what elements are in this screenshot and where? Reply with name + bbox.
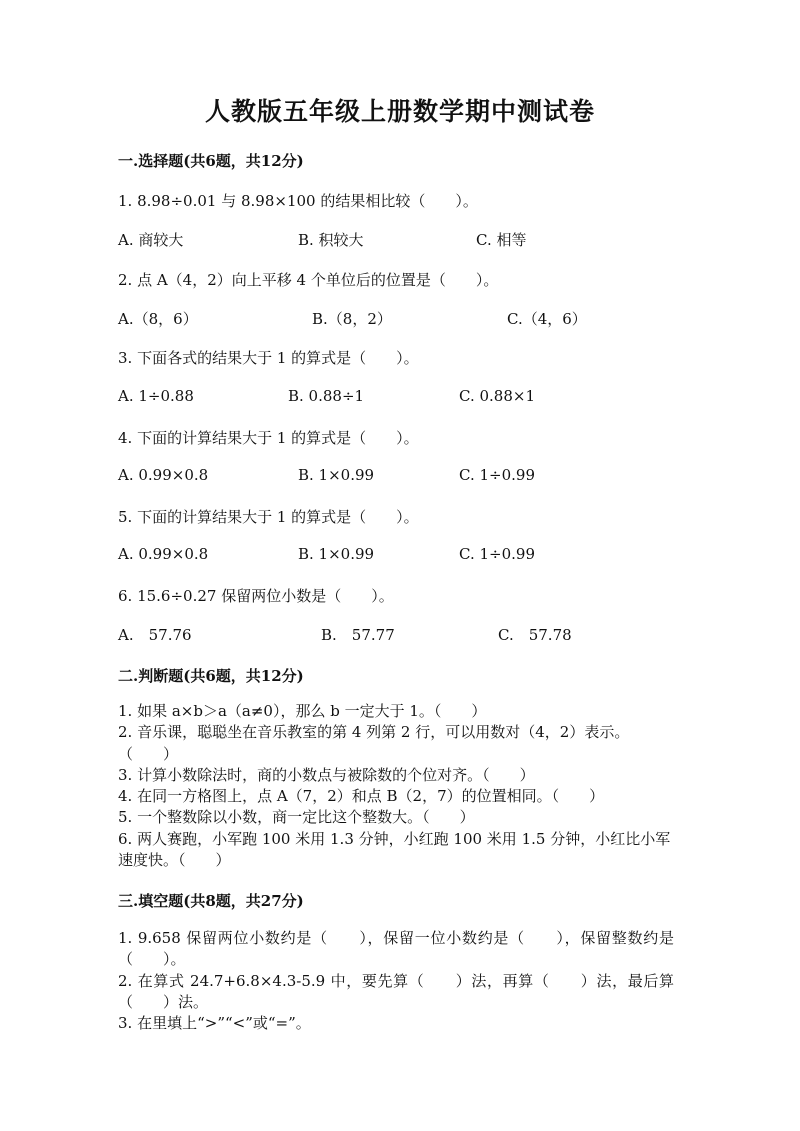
- option-b: B. 1×0.99: [298, 466, 375, 484]
- choice-options-5: [118, 545, 678, 567]
- exam-title: 人教版五年级上册数学期中测试卷: [204, 97, 595, 126]
- option-a: A. 0.99×0.8: [118, 466, 209, 484]
- fill-item-3: 3. 在里填上“>”“<”或“=”。: [118, 1014, 311, 1033]
- judgement-item-5: 5. 一个整数除以小数，商一定比这个整数大。（ ）: [118, 808, 475, 827]
- choice-question-4: 4. 下面的计算结果大于 1 的算式是（ ）。: [118, 429, 419, 447]
- section-heading-choice: 一.选择题(共6题，共12分): [118, 152, 304, 170]
- section-heading-judgement: 二.判断题(共6题，共12分): [118, 667, 304, 685]
- option-a: A. 0.99×0.8: [118, 545, 209, 563]
- option-c: C. 相等: [476, 231, 527, 249]
- option-a: A. 1÷0.88: [118, 387, 194, 405]
- option-a: A. 57.76: [118, 626, 192, 644]
- choice-question-6: 6. 15.6÷0.27 保留两位小数是（ ）。: [118, 587, 394, 605]
- option-b: B. 1×0.99: [298, 545, 375, 563]
- choice-options-6: [118, 624, 678, 646]
- judgement-item-1: 1. 如果 a×b＞a（a≠0），那么 b 一定大于 1。（ ）: [118, 702, 487, 720]
- option-a: A. 商较大: [118, 231, 184, 249]
- choice-options-3: [118, 387, 678, 409]
- section-heading-fill: 三.填空题(共8题，共27分): [118, 892, 304, 910]
- fill-list: [118, 928, 674, 1034]
- choice-question-3: 3. 下面各式的结果大于 1 的算式是（ ）。: [118, 349, 419, 367]
- choice-question-2: 2. 点 A（4，2）向上平移 4 个单位后的位置是（ ）。: [118, 271, 499, 289]
- choice-options-4: [118, 466, 678, 488]
- option-c: C.（4，6）: [507, 310, 587, 328]
- judgement-item-6: 6. 两人赛跑，小军跑 100 米用 1.3 分钟，小红跑 100 米用 1.5 分钟，小红比小军速度快。（ ）: [118, 829, 671, 870]
- option-b: B.（8，2）: [312, 310, 392, 328]
- option-b: B. 积较大: [298, 231, 364, 249]
- choice-question-1: 1. 8.98÷0.01 与 8.98×100 的结果相比较（ ）。: [118, 192, 478, 210]
- judgement-item-4: 4. 在同一方格图上，点 A（7，2）和点 B（2，7）的位置相同。（ ）: [118, 787, 605, 806]
- judgement-list: [118, 701, 674, 871]
- judgement-item-2: 2. 音乐课，聪聪坐在音乐教室的第 4 列第 2 行，可以用数对（4，2）表示。（ ）: [118, 723, 630, 763]
- choice-options-1: [118, 229, 678, 251]
- option-c: C. 1÷0.99: [459, 545, 535, 563]
- option-c: C. 57.78: [498, 626, 572, 644]
- option-c: C. 0.88×1: [459, 387, 535, 405]
- fill-item-2: 2. 在算式 24.7+6.8×4.3-5.9 中，要先算（ ）法，再算（ ）法，最后算（ ）法。: [118, 971, 674, 1011]
- fill-item-1: 1. 9.658 保留两位小数约是（ ），保留一位小数约是（ ），保留整数约是（ ）。: [118, 929, 674, 969]
- option-b: B. 0.88÷1: [288, 387, 365, 405]
- choice-options-2: [118, 308, 678, 330]
- option-c: C. 1÷0.99: [459, 466, 535, 484]
- option-b: B. 57.77: [321, 626, 395, 644]
- judgement-item-3: 3. 计算小数除法时，商的小数点与被除数的个位对齐。（ ）: [118, 765, 535, 784]
- option-a: A.（8，6）: [118, 310, 198, 328]
- choice-question-5: 5. 下面的计算结果大于 1 的算式是（ ）。: [118, 508, 419, 526]
